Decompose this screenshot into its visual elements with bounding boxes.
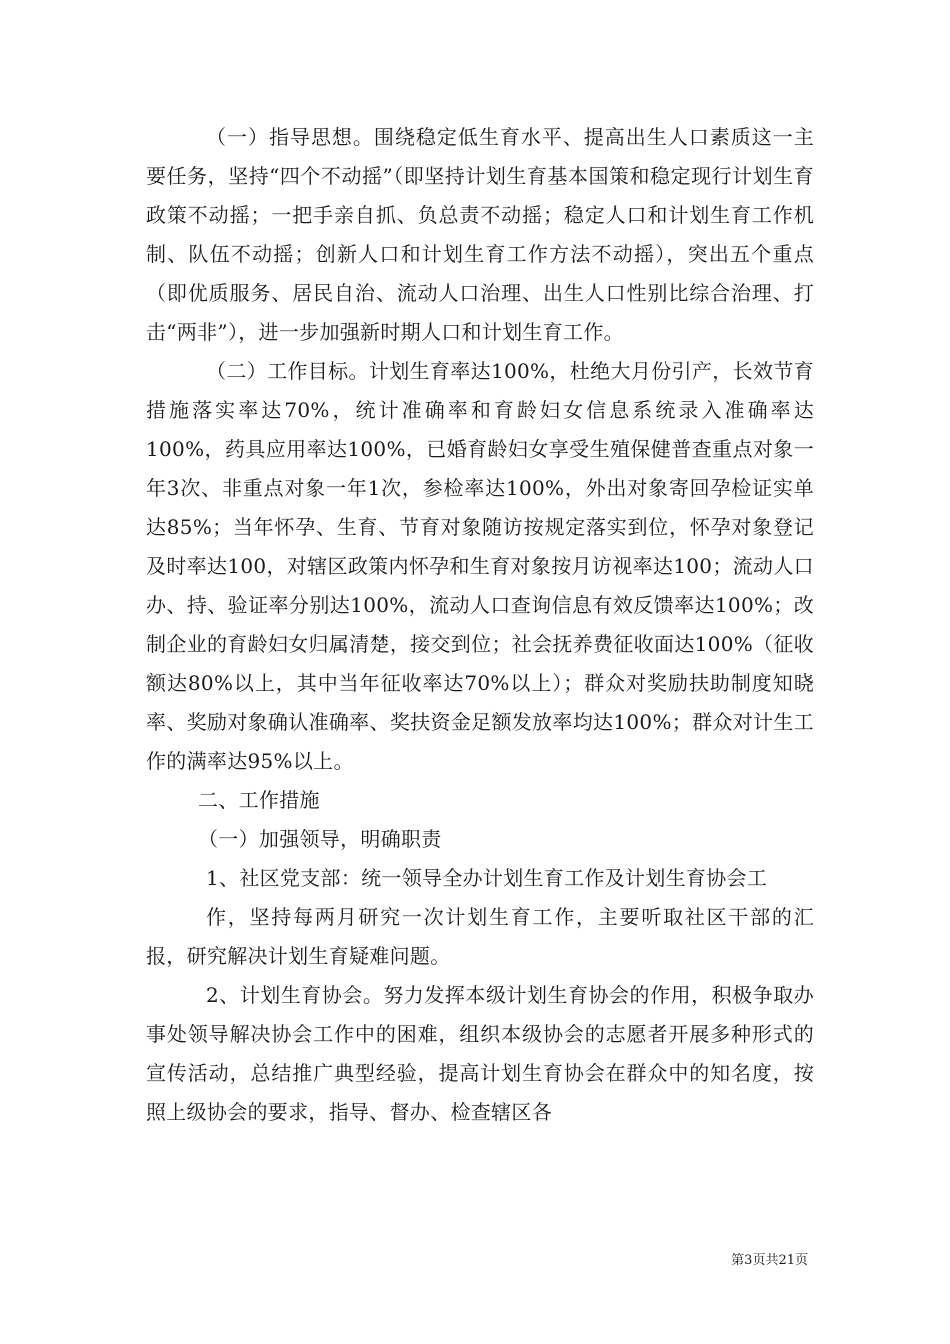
paragraph-guiding-ideology: （一）指导思想。围绕稳定低生育水平、提高出生人口素质这一主要任务，坚持“四个不动摇”（即坚持计划生育基本国策和稳定现行计划生育政策不动摇；一把手亲自抓、负总责不动摇；稳定人口和计划生育工作机制、队伍不动摇；创新人口和计划生育工作方法不动摇），突出五个重点（即优质服务、居民自治、流动人口治理、出生人口性别比综合治理、打击“两非”），进一步加强新时期人口和计划生育工作。: [146, 125, 814, 344]
section-heading-work-measures: 二、工作措施: [198, 788, 320, 812]
paragraph-work-goals: （二）工作目标。计划生育率达100%，杜绝大月份引产，长效节育措施落实率达70%，统计准确率和育龄妇女信息系统录入准确率达100%，药具应用率达100%，已婚育龄妇女享受生殖保健普查重点对象一年3次、非重点对象一年1次，参检率达100%，外出对象寄回孕检证实单达85%；当年怀孕、生育、节育对象随访按规定落实到位，怀孕对象登记及时率达100，对辖区政策内怀孕和生育对象按月访视率达100；流动人口办、持、验证率分别达100%，流动人口查询信息有效反馈率达100%；改制企业的育龄妇女归属清楚，接交到位；社会抚养费征收面达100%（征收额达80%以上，其中当年征收率达70%以上）；群众对奖励扶助制度知晓率、奖励对象确认准确率、奖扶资金足额发放率均达100%；群众对计生工作的满率达95%以上。: [146, 359, 814, 773]
paragraph-family-planning-association: 2、计划生育协会。努力发挥本级计划生育协会的作用，积极争取办事处领导解决协会工作中的困难，组织本级协会的志愿者开展多种形式的宣传活动，总结推广典型经验，提高计划生育协会在群众中的知名度，按照上级协会的要求，指导、督办、检查辖区各: [146, 983, 814, 1124]
subsection-heading-leadership: （一）加强领导，明确职责: [198, 827, 442, 851]
page-number-footer: 第3页共21页: [731, 1253, 808, 1268]
document-body: [146, 118, 814, 1132]
paragraph-party-branch: 1、社区党支部：统一领导全办计划生育工作及计划生育协会工: [206, 866, 768, 890]
paragraph-party-branch-continued: 作，坚持每两月研究一次计划生育工作，主要听取社区干部的汇报，研究解决计划生育疑难问题。: [146, 905, 814, 968]
